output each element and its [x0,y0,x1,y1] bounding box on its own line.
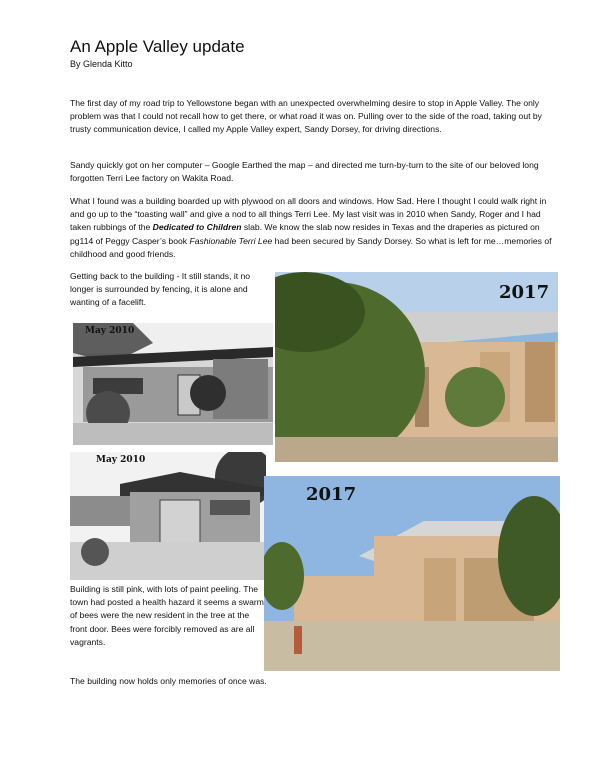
photo-3-label: May 2010 [96,455,146,465]
photo-building-may-2010-b [70,452,266,580]
p3-text-2: slab. We know the slab now resides in Texas and the draperies as pictured on pg114 of Peggy Casper’s book [70,222,540,246]
book-title: Fashionable Terri Lee [189,235,273,246]
side-text-still-stands: Getting back to the building - It still stands, it no longer is surrounded by fencing, it is alone and wanting of a facelift. [70,271,251,308]
photo-building-2017-a [275,272,558,462]
photo-building-2017-b [264,476,560,671]
paragraph-directions: Sandy quickly got on her computer – Google Earthed the map – and directed me turn-by-turn to the site of our beloved long forgotten Terri Lee factory on Wakita Road. [70,160,539,184]
photo-building-may-2010-a [73,323,273,445]
article-title: An Apple Valley update [70,37,245,56]
p3-text-3: had been secured by Sandy Dorsey. So what is left for me…memories of childhood and good friends. [70,235,552,259]
photo-1-label: May 2010 [85,326,135,336]
photo-2-label: 2017 [499,282,550,303]
photo-4-label: 2017 [306,484,357,505]
paragraph-boarded-up [70,195,560,261]
closing-line: The building now holds only memories of once was. [70,676,267,686]
p3-text-1: What I found was a building boarded up with plywood on all doors and windows. How Sad. Here I thought I could walk right in and go up to the “toasting wall” and give a nod to all things Terri Lee. My last visit was in 2010 when Sandy, Roger and I had taken rubbings of the [70,196,547,233]
article-byline: By Glenda Kitto [70,59,133,69]
side-text-still-pink: Building is still pink, with lots of paint peeling. The town had posted a health hazard it seems a swarm of bees were the new resident in the tree at the front door. Bees were forcibly removed as are all vagrants. [70,584,264,647]
paragraph-intro: The first day of my road trip to Yellowstone began with an unexpected overwhelming desire to stop in Apple Valley. The only problem was that I could not recall how to get there, or what road it was on. Pulling over to the side of the road, taking out by trusty communication device, I called my Apple Valley expert, Sandy Dorsey, for driving directions. [70,98,542,135]
slab-name: Dedicated to Children [152,222,242,233]
